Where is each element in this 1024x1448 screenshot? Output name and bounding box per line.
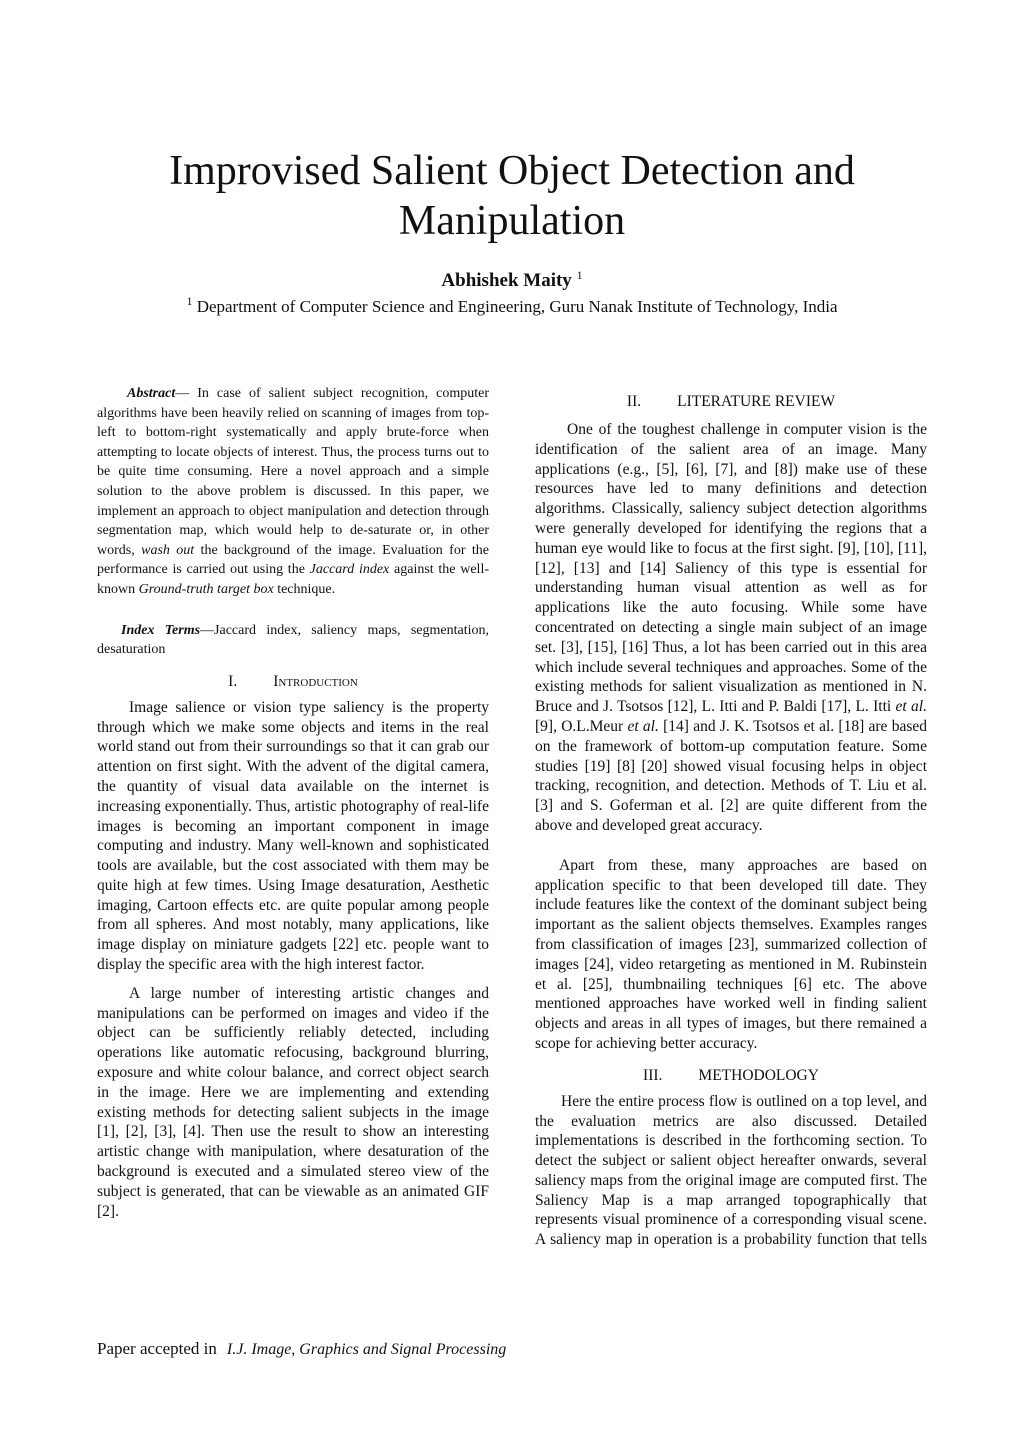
section-title: Introduction xyxy=(273,672,358,690)
literature-paragraph-1 xyxy=(535,420,927,836)
section-heading-introduction xyxy=(97,672,489,692)
literature-emphasis-et-al-1: et al. xyxy=(895,698,927,716)
literature-text-1: One of the toughest challenge in computer vision is the identification of the salient area of an image. Many applications (e.g., [5], [6], [7], and [8]) make use of these resources have led to many definitions and detection algorithms. Classically, saliency subject detection algorithms were generally developed for identifying the regions that a human eye would like to focus at the first sight. [9], [10], [11], [12], [13] and [14] Saliency of this type is essential for understanding human visual attention as well as for applications like the auto focusing. While some have concentrated on detecting a single main subject of an image set. [3], [15], [16] Thus, a lot has been carried out in this area which include several techniques and approaches. Some of the existing methods for salient visualization as mentioned in N. Bruce and J. Tsotsos [12], L. Itti and P. Baldi [17], L. Itti xyxy=(535,421,927,716)
footer-prefix: Paper accepted in xyxy=(97,1339,217,1358)
literature-text-2: [9], O.L.Meur xyxy=(535,717,628,735)
methodology-paragraph-1: Here the entire process flow is outlined on a top level, and the evaluation metrics are also discussed. Detailed implementations is described in the forthcoming section. To detect the subject or salient object hereafter onwards, several saliency maps from the original image are computed first. The Saliency Map is a map arranged topographically that represents visual prominence of a corresponding visual scene. A saliency map in operation is a probability function that tells xyxy=(535,1092,927,1249)
index-terms-label: Index Terms xyxy=(121,622,201,638)
intro-paragraph-2: A large number of interesting artistic changes and manipulations can be performed on images and video if the object can be sufficiently reliably detected, including operations like automatic refocusing, background blurring, exposure and white colour balance, and correct object search in the image. Here we are implementing and extending existing methods for detecting salient subjects in the image [1], [2], [3], [4]. Then use the result to show an interesting artistic change with manipulation, where desaturation of the background is executed and a simulated stereo view of the subject is generated, that can be viewable as an animated GIF [2]. xyxy=(97,984,489,1220)
footer-journal-name: I.J. Image, Graphics and Signal Processing xyxy=(226,1341,507,1358)
abstract-text-4: technique. xyxy=(273,581,336,597)
section-heading-literature-review xyxy=(535,392,927,412)
section-title: LITERATURE REVIEW xyxy=(677,393,836,410)
section-number: II. xyxy=(626,393,642,410)
paper-title: Improvised Salient Object Detection and Manipulation xyxy=(169,148,855,244)
literature-paragraph-2: Apart from these, many approaches are based on application specific to that been developed till date. They include features like the context of the dominant subject being important as the salient objects themselves. Examples ranges from classification of images [23], summarized collection of images [24], video retargeting as mentioned in M. Rubinstein et al. [25], thumbnailing techniques [6] etc. The above mentioned approaches have worked well in finding salient objects and areas in all types of images, but there remained a scope for achieving better accuracy. xyxy=(535,856,927,1052)
left-column xyxy=(97,384,489,1221)
index-terms-text: —Jaccard index, saliency maps, segmentation, desaturation xyxy=(97,622,489,658)
affiliation-marker: 1 xyxy=(186,294,193,308)
author-line xyxy=(0,268,1024,292)
right-column xyxy=(535,384,927,1250)
abstract-text-1: In case of salient subject recognition, computer algorithms have been heavily relied on scanning of images from top-left to bottom-right systematically and apply brute-force when attempting to locate objects of interest. Thus, the process turns out to be quite time consuming. Here a novel approach and a simple solution to the above problem is discussed. In this paper, we implement an approach to object manipulation and detection through segmentation map, which would help to de-saturate or, in other words, xyxy=(97,386,490,558)
section-number: I. xyxy=(228,672,238,690)
intro-paragraph-1: Image salience or vision type saliency is the property through which we make some objects and items in the real world stand out from their surroundings so that it can grab our attention on first sight. With the advent of the digital camera, the quantity of visual data available on the internet is increasing exponentially. Thus, artistic photography of real-life images is becoming an important component in image computing and industry. Many well-known and sophisticated tools are available, but the cost associated with them may be quite high at few times. Using Image desaturation, Aesthetic imaging, Cartoon effects etc. are quite popular among people from all spheres. And most notably, many applications, like image display on miniature gadgets [22] etc. people want to display the specific area with the high interest factor. xyxy=(97,698,489,974)
abstract-text-3: against the well-known xyxy=(97,562,489,597)
affiliation-line xyxy=(0,294,1024,317)
literature-emphasis-et-al-2: et al. xyxy=(627,717,659,735)
author-name: Abhishek Maity xyxy=(441,270,572,291)
section-heading-methodology xyxy=(535,1066,927,1086)
literature-text-3: [14] and J. K. Tsotsos et al. [18] are based on the framework of bottom-up computation feature. Some studies [19] [8] [20] showed visual focusing helps in object tracking, recognition, and detection. Methods of T. Liu et al. [3] and S. Goferman et al. [2] are quite different from the above and developed great accuracy. xyxy=(535,717,927,834)
section-number: III. xyxy=(643,1066,663,1084)
index-terms xyxy=(97,621,489,660)
abstract-dash: — xyxy=(175,386,198,401)
abstract-label: Abstract xyxy=(127,386,176,401)
author-affiliation-marker: 1 xyxy=(576,268,583,282)
section-title: METHODOLOGY xyxy=(698,1066,819,1084)
abstract xyxy=(97,384,489,600)
affiliation-text: Department of Computer Science and Engineering, Guru Nanak Institute of Technology, India xyxy=(196,297,838,316)
page-footer xyxy=(97,1339,506,1359)
abstract-text-2: the background of the image. Evaluation for the performance is carried out using the xyxy=(97,542,489,578)
abstract-emphasis-wash-out: wash out xyxy=(141,542,195,558)
abstract-emphasis-ground-truth: Ground-truth target box xyxy=(138,581,274,597)
abstract-emphasis-jaccard: Jaccard index xyxy=(309,562,390,578)
